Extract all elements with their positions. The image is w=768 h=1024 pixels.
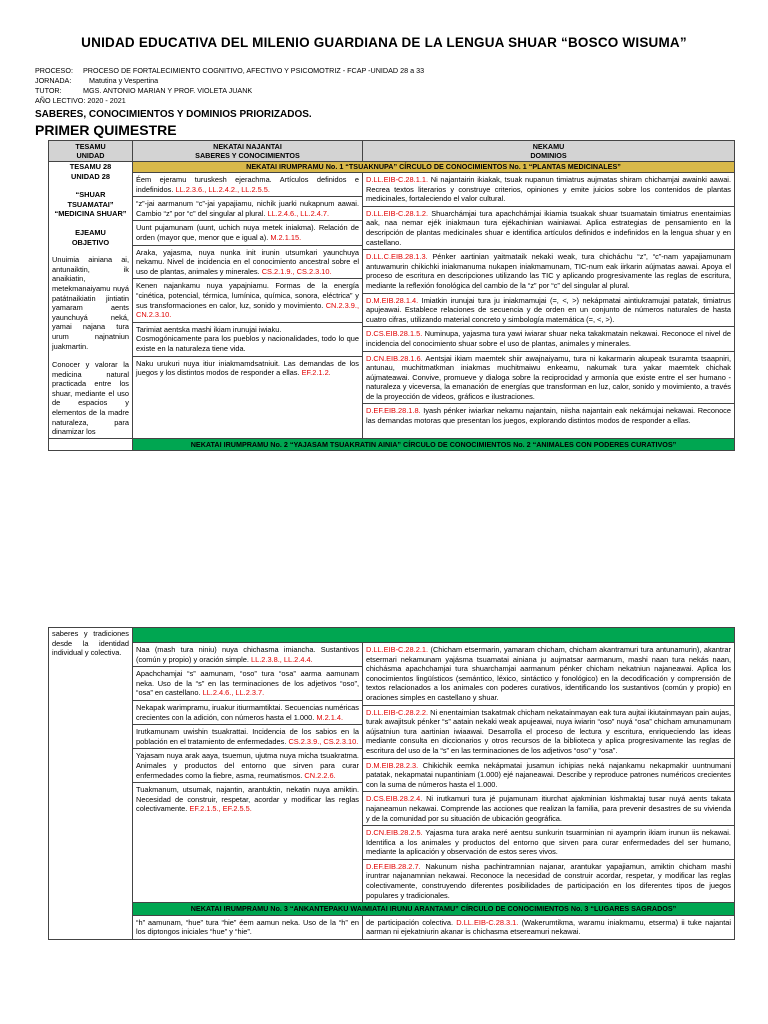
document-title: UNIDAD EDUCATIVA DEL MILENIO GUARDIANA DE LA LENGUA SHUAR “BOSCO WISUMA” — [81, 35, 687, 50]
jornada-value: Matutina y Vespertina — [89, 76, 159, 85]
saber-item — [133, 700, 362, 724]
dominio-code: D.LL.C.EIB.28.1.3. — [366, 252, 428, 262]
dominio-text: (Wakerumtikma, waramu iniakmamu, etserma) ii tuke najantai aarman ni ejekatniurin akanar is chichasma etsereamuri nekawai. — [366, 917, 732, 937]
saber-text: “z”-jai aarmanum “c”-jai yapajiamu, nichik juarki nukapnum aawai. Cambio “z” por “c” del singular al plural. — [136, 199, 359, 218]
curriculum-code: LL.2.3.8., LL.2.4.4. — [251, 654, 313, 664]
curriculum-code: CN.2.2.6. — [304, 770, 336, 780]
dominio-text: Numinupa, yajasma tura yawi iwiarar shuar neka takakmatain nekawai. Reconoce el nivel de incidencia del conocimiento shuar sobre el uso de plantas, animales y minerales. — [366, 329, 731, 348]
saber-text: Apachchamjai “s” aamunam, “oso” tura “osa” aarma aamunam neka. Uso de la “s” en las terminaciones de los adjetivos “oso”, “osa” en castellano. — [136, 669, 359, 698]
col-tesamu: TESAMU — [75, 142, 106, 151]
dominio-code: D.LL.EIB-C.28.3.1. — [456, 917, 519, 927]
dominio-text: Shuarchámjai tura apachchámjai ikiamia tsuakak shuar tsuamatain timiatrus enentaimias aak, naa nemar ejék iniakmaun tura ejékachinian wainiawai. Aplica estrategias de pensamiento en la descripción de plantas medicinales shuar e identifica artículos definidos e indefinidos en la lengua shuar y en castellano. — [366, 208, 731, 247]
objective-continued: saberes y tradiciones desde la identidad individual y colectiva. — [49, 628, 133, 940]
dominio-code: D.LL.EIB-C.28.2.2. — [366, 707, 429, 717]
dominio-text: Pénker aartinian yaitmataik nekaki weak, tura chicháchu “z”, “c”-nam yapajiamunam antuwamurin chikichki iniakmanuma nukapen iniakmamunam, TIC-num eak iirkarin aújmatas aawai. Apoya el proceso de escritura en descripciones utilizando las TIC y aplicando progresivamente las reglas de escritura, mediante la reflexión fonológica del cambio de la “z” por “c” del singular al plural. — [366, 252, 731, 290]
quimestre-title: PRIMER QUIMESTRE — [35, 122, 177, 138]
dominio-text: (Chicham etsermarin, yamaram chicham, chicham akantramuri tura antunamurin), akantrar etsermari nekamunam yajásma tsuamatai ainiana ju aujmatsar aarmanum, mashi naan tura nekás naan, chichásma apachchamjai tura shuarchamjai aarmanum pénker chicham nekatniun najaneawai. Aplica los conocimientos lingüísticos (semántico, léxico, sintáctico y fonológico) en la decodificación y comprensión de textos relacionados a los animales con poderes curativos, identificando los sustantivos (común y propio) en oraciones simples en castellano y shuar. — [366, 645, 731, 702]
unit-cell — [49, 162, 133, 439]
proceso-line — [35, 66, 424, 76]
dominio-text: Ni enentaimian tsakatmak chicham nekatainmayan eak tura aujtai ikiutainmayan pain aujas, turak awajitsuk pénker “s” aatain nekaki weak apujeawai, nuya iwiarin “oso” nuyá “osa” chicham amunamunam aújsatniun tura aartinian iwiaawai. Desarrolla el proceso de lectura y escritura, enriqueciendo las ideas mediante consulta en diccionarios y otros recursos de la biblioteca y aplica progresivamente las reglas de escritura del uso de la “s” en las terminaciones de los adjetivos “oso” y “osa”. — [366, 707, 731, 755]
curriculum-code: CS.2.1.9., CS.2.3.10. — [261, 266, 332, 276]
saber-item — [133, 196, 362, 220]
saber-item — [133, 643, 362, 666]
saber-text: Tarimiat aentska mashi ikiam irunujai iwiaku. Cosmogónicamente para los pueblos y nacionalidades, todo lo que existe en la naturaleza tiene vida. — [136, 324, 359, 353]
dominio-item — [363, 643, 734, 705]
saber-text: Irutkamunam uwishin tsuakrattai. Incidencia de los sabios en la población en el tratamiento de enfermedades. — [136, 727, 359, 746]
objective-spanish: Conocer y valorar la medicina natural practicada entre los shuar, mediante el uso de espacios y elementos de la madre naturaleza, para dinamizar los — [52, 360, 129, 437]
tesamu-label: TESAMU 28 — [69, 162, 112, 171]
saber-text: Nekapak warimpramu, iruakur itiurmamtiktai. Secuencias numéricas crecientes con la adición, con números hasta el 1.000. — [136, 702, 359, 722]
jornada-label: JORNADA: — [35, 76, 72, 85]
saber-item — [133, 724, 362, 748]
dominio-item — [363, 403, 734, 427]
curriculum-code: LL.2.4.6., LL.2.4.7. — [267, 208, 330, 218]
dominio-item — [363, 791, 734, 825]
dominio-text: Aentsjai ikiam maemtek shiir awajnaiyamu, tura ni kakarmarin akupeak tsuramta tsaapniri, antunau, muchitmatkman iniakmas muchitmaiwu enkeamu, nakumak tura yakar maemtek chichak aújmateawai. Convive, promueve y dialoga sobre la reciprocidad y armonía que existe entre el ser humano - naturaleza y viceversa, la emanación de energías que transforman en luz, calor, sonido y movimiento, a través de la proyección de videos, gráficos e ilustraciones. — [366, 353, 731, 401]
proceso-value: PROCESO DE FORTALECIMIENTO COGNITIVO, AFECTIVO Y PSICOMOTRIZ - FCAP -UNIDAD 28 a 33 — [83, 66, 425, 75]
saber-item — [133, 916, 362, 939]
dominio-text: Chikichik eemka nekápmatai jusamun ichipias neká najankamu nekapmakir uuntnumani patatak, nekapmatai nupantiniam (1.000) ejé najaneawai. Describe y reproduce patrones numéricos crecientes con la suma de números hasta el 1.000. — [366, 760, 731, 789]
col-dominios: DOMINIOS — [530, 151, 567, 160]
curriculum-code: M.2.1.4. — [316, 712, 344, 722]
curriculum-code: LL.2.4.6., LL.2.3.7. — [202, 688, 265, 698]
dominio-code: D.EF.EIB.28.2.7. — [366, 861, 421, 871]
saber-item — [133, 666, 362, 700]
dominio-code: D.CS.EIB.28.1.5. — [366, 329, 423, 339]
dominio-item — [363, 173, 734, 206]
dominio-text: Iyash pénker iwiarkar nekamu najantain, niisha najantain eak nekámujai nekawai. Reconoce las demandas motoras que presentan los juegos, explorando distintos modos de responder a ellas. — [366, 406, 731, 426]
objective-shuar: Unuimia ainiana ai, antunaiktin, ik anaikiatin, metekmanaiyamu nuyá patátnaikiatin jintiatin yamaram aents yaunchuyá neká, yamai najana tura urum najnatniun juakmartin. — [52, 255, 129, 351]
saber-item — [133, 748, 362, 782]
dominio-code: D.M.EIB.28.1.4. — [366, 295, 419, 305]
tutor-line — [35, 86, 252, 96]
saber-text: Éem ejeramu turuskesh ejerachma. Artículos definidos e indefinidos. — [136, 175, 359, 194]
dominio-text: Yajasma tura araka neré aentsu sunkurin tsuarminian ni ayamprin ikiam irunun iis nekawai. Identifica a los animales y productos del entorno que sirven para curar enfermedades del ser humano, mediante la aplicación y observación de estos seres vivos. — [366, 828, 731, 857]
saber-text: “h” aamunam, “hue” tura “hie” éem aamun neka. Uso de la “h” en los diptongos iniciales “hue” y “hie”. — [136, 917, 359, 937]
saber-text: Naa (mash tura niniu) nuya chichasma imiancha. Sustantivos (común y propio) y oración simple. — [136, 645, 359, 664]
dominio-text: Ni najantairin ikiakak, tsuak nupanun timiatrus aujmatas shiram chichamjai awainki aawai. Recrea textos literarios y construye criterios, opiniones y emite juicios sobre los contenidos de plantas medicinales, fortaleciendo el valor cultural. — [366, 175, 731, 204]
table-header — [49, 141, 735, 162]
objective-label: EJEAMU OBJETIVO — [71, 227, 110, 247]
curriculum-code: EF.2.1.5., EF.2.5.5. — [189, 804, 252, 814]
curriculum-table-1 — [48, 140, 735, 451]
curriculum-code: CS.2.3.9., CS.2.3.10. — [288, 736, 359, 746]
page-2 — [0, 625, 768, 1024]
dominio-code: D.CN.EIB.28.1.6. — [366, 353, 423, 363]
saber-item — [133, 220, 362, 244]
dominio-text: de participación colectiva. — [366, 917, 457, 927]
dominio-text: Imiatkin irunujai tura ju iniakmamujai (=, <, >) nekápmatai aintiukramujai patatak, timiatrus apujeawai. Establece relaciones de secuencia y de orden en un conjunto de números naturales de hasta cuatro cifras, utilizando material concreto y simbología matemática (=, <, >). — [366, 295, 731, 324]
dominio-item — [363, 293, 734, 327]
saberes-list-2 — [133, 643, 362, 816]
dominio-code: D.LL.EIB-C.28.1.2. — [366, 208, 429, 218]
dominio-item — [363, 326, 734, 350]
dominio-item — [363, 206, 734, 249]
col-saberes: SABERES Y CONOCIMIENTOS — [195, 151, 300, 160]
dominios-list-2 — [363, 643, 734, 902]
saber-item — [133, 278, 362, 321]
dominio-item — [363, 758, 734, 792]
dominio-item — [363, 351, 734, 404]
saberes-list-3 — [133, 916, 362, 939]
tutor-label: TUTOR: — [35, 86, 62, 95]
col-unidad: UNIDAD — [76, 151, 105, 160]
saber-text: Naku urukuri nuya itiur iniakmamdsatniuit. Las demandas de los juegos y los distintos modos de responder a ellas. — [136, 358, 359, 378]
unit-theme: “SHUAR TSUAMATAI” “MEDICINA SHUAR” — [54, 190, 127, 219]
dominio-item — [363, 705, 734, 758]
dominio-text: Nakunum nisha pachintramnian najanar, arantukar yapajiamun, amiktin chicham mashi iruntrar najanamnian nekawai. Reconoce la necesidad de construir acordar, respetar, y modificar las reglas colectivamente, construyendo diferentes posibilidades de participación en los diferentes tipos de juegos populares y tradicionales. — [366, 861, 731, 900]
saber-item — [133, 173, 362, 196]
dominio-item — [363, 249, 734, 292]
proceso-label: PROCESO: — [35, 66, 73, 75]
dominio-code: D.LL.EIB-C.28.1.1. — [366, 175, 429, 184]
col-nekatai: NEKATAI NAJANTAI — [213, 142, 282, 151]
saber-text: Uunt pujamunam (uunt, uchich nuya metek iniakma). Relación de orden (mayor que, menor que e igual a). — [136, 223, 359, 242]
circle-2-header: NEKATAI IRUMPRAMU No. 2 “YAJASAM TSUAKRATIN AINIA” CÍRCULO DE CONOCIMIENTOS No. 2 “ANIMALES CON PODERES CURATIVOS” — [133, 438, 735, 451]
saber-text: Kenen najankamu nuya yapajniamu. Formas de la energía “cinética, potencial, térmica, lumínica, química, sonora, eléctrica” y sus transformaciones en calor, luz, sonido y movimiento. — [136, 281, 359, 310]
dominios-list-3 — [363, 916, 734, 939]
anio-line — [35, 96, 126, 106]
curriculum-code: M.2.1.15. — [270, 232, 302, 242]
saber-item — [133, 356, 362, 380]
curriculum-table-2 — [48, 627, 735, 940]
saber-text: Tuakmanum, utsumak, najantin, arantuktin, nekatin nuya amiktin. Necesidad de construir, respetar, acordar y modificar las reglas colectivamente. — [136, 785, 359, 814]
dominio-item — [363, 825, 734, 859]
dominio-item — [363, 859, 734, 902]
anio-value: 2020 - 2021 — [87, 96, 126, 105]
dominio-text: Ni irutkamuri tura jé pujamunam itiurchat ajakminian kishmaktaj tusar nuyá aents takata najaneamun nekawai. Comprende las acciones que realizan la familia, para prevenir desastres de su vivienda y de la comunidad por su situación de ubicación geográfica. — [366, 794, 731, 823]
dominio-code: D.M.EIB.28.2.3. — [366, 760, 419, 770]
circle-3-header: NEKATAI IRUMPRAMU No. 3 “ANKANTEPAKU WAIMIATAI IRUNU ARANTAMU” CÍRCULO DE CONOCIMIENTOS No. 3 “LUGARES SAGRADOS” — [133, 903, 735, 916]
dominio-code: D.CN.EIB.28.2.5. — [366, 828, 423, 838]
saber-text: Yajasam nuya arak aaya, tsuemun, ujutma nuya micha tsuakratma. Animales y productos del entorno que sirven para curar enfermedades como la fiebre, asma, reumatismos. — [136, 751, 359, 780]
saberes-list-1 — [133, 173, 362, 380]
curriculum-code: EF.2.1.2. — [301, 368, 331, 378]
dominios-list-1 — [363, 173, 734, 428]
circle-1-header: NEKATAI IRUMPRAMU No. 1 “TSUAKNUPA” CÍRCULO DE CONOCIMIENTOS No. 1 “PLANTAS MEDICINALES” — [133, 162, 735, 173]
col-nekamu: NEKAMU — [532, 142, 565, 151]
green-bar — [133, 628, 735, 643]
saber-text: Araka, yajasma, nuya nunka init irunin utsumkari yaunchuya nekamu. Nivel de incidencia en el conocimiento ancestral sobre el uso de plantas, animales y minerales. — [136, 247, 359, 276]
anio-label: AÑO LECTIVO: — [35, 96, 86, 105]
dominio-code: D.CS.EIB.28.2.4. — [366, 794, 423, 804]
curriculum-code: CN.2.3.9., CN.2.3.10. — [136, 300, 359, 320]
subtitle: SABERES, CONOCIMIENTOS Y DOMINIOS PRIORIZADOS. — [35, 109, 312, 120]
curriculum-code: LL.2.3.6., LL.2.4.2., LL.2.5.5. — [175, 184, 270, 194]
saber-item — [133, 245, 362, 279]
saber-item — [133, 322, 362, 356]
saber-item — [133, 782, 362, 816]
dominio-code: D.LL.EIB-C.28.2.1. — [366, 645, 429, 654]
dominio-code: D.EF.EIB.28.1.8. — [366, 406, 421, 416]
unidad-label: UNIDAD 28 — [70, 171, 110, 181]
tutor-value: MGS. ANTONIO MARIAN Y PROF. VIOLETA JUANK — [83, 86, 253, 95]
jornada-line — [35, 76, 158, 86]
dominio-item — [363, 916, 734, 939]
